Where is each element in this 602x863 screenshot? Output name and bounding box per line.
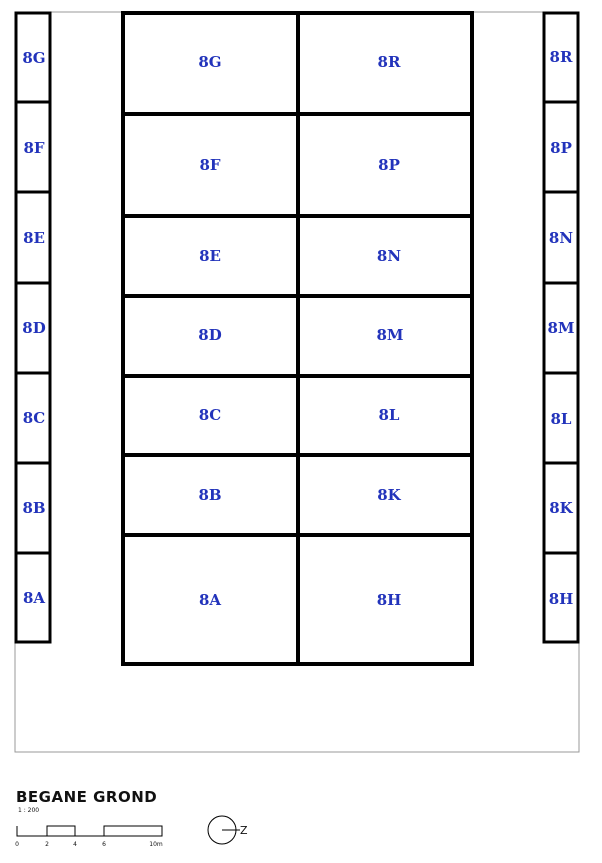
drawing-legend <box>15 788 248 848</box>
scale-tick-4: 4 <box>73 841 77 848</box>
scale-text: 1 : 200 <box>18 807 40 814</box>
central-unit-block <box>123 13 472 664</box>
drawing-title: BEGANE GROND <box>16 788 158 806</box>
unit-label-right-8R: 8R <box>549 48 573 66</box>
unit-label-left-8C: 8C <box>22 409 46 427</box>
unit-label-left-8A: 8A <box>22 589 46 607</box>
unit-label-center-8N: 8N <box>376 247 402 265</box>
scale-tick-2: 2 <box>45 841 49 848</box>
right-unit-column <box>544 13 578 642</box>
unit-label-left-8B: 8B <box>22 499 46 517</box>
unit-label-right-8M: 8M <box>547 319 575 337</box>
unit-label-right-8N: 8N <box>548 229 574 247</box>
unit-label-left-8F: 8F <box>23 139 45 157</box>
unit-label-center-8H: 8H <box>376 591 402 609</box>
unit-label-center-8M: 8M <box>376 326 404 344</box>
unit-label-center-8G: 8G <box>198 53 222 71</box>
unit-label-right-8K: 8K <box>549 499 573 517</box>
north-letter: Z <box>240 824 248 837</box>
unit-label-center-8F: 8F <box>199 156 221 174</box>
unit-label-right-8P: 8P <box>550 139 572 157</box>
unit-label-center-8R: 8R <box>377 53 401 71</box>
scale-tick-0: 0 <box>15 841 19 848</box>
left-unit-column <box>16 13 50 642</box>
unit-label-center-8K: 8K <box>377 486 401 504</box>
unit-label-right-8H: 8H <box>548 590 574 608</box>
north-arrow-icon <box>208 816 240 844</box>
unit-label-center-8P: 8P <box>378 156 400 174</box>
unit-label-center-8B: 8B <box>198 486 222 504</box>
scale-bar <box>17 826 162 836</box>
unit-label-center-8A: 8A <box>198 591 222 609</box>
unit-label-left-8E: 8E <box>23 229 45 247</box>
unit-label-left-8D: 8D <box>22 319 46 337</box>
unit-label-center-8L: 8L <box>378 406 400 424</box>
unit-label-center-8C: 8C <box>198 406 222 424</box>
unit-label-left-8G: 8G <box>22 49 46 67</box>
scale-tick-10m: 10m <box>149 841 163 848</box>
scale-tick-6: 6 <box>102 841 106 848</box>
unit-label-right-8L: 8L <box>550 410 572 428</box>
unit-label-center-8D: 8D <box>198 326 222 344</box>
unit-label-center-8E: 8E <box>199 247 221 265</box>
